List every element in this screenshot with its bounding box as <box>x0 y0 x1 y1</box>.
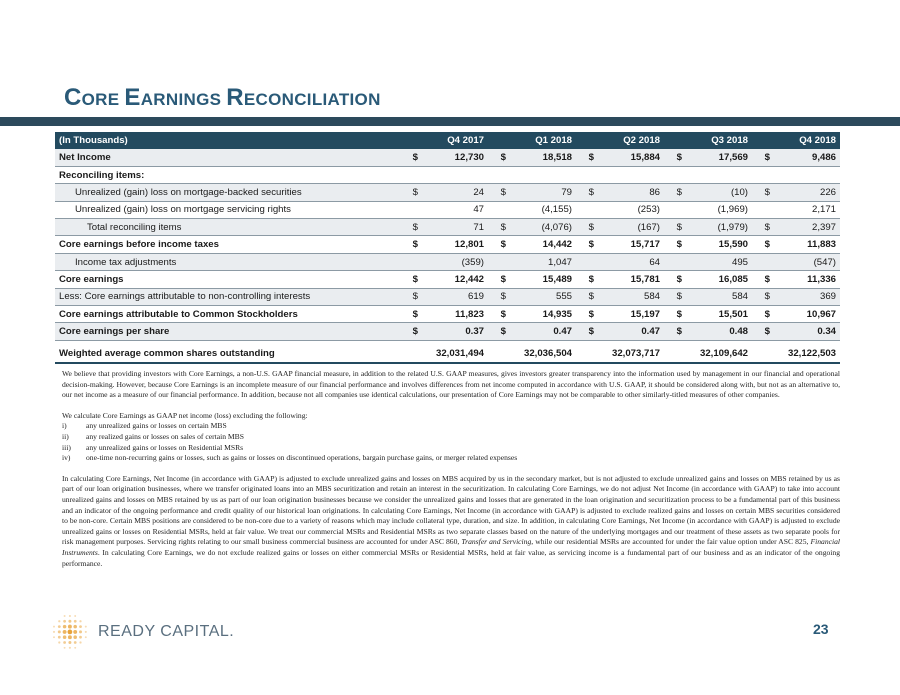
dollar-sign: $ <box>576 306 594 323</box>
dollar-sign: $ <box>488 149 506 166</box>
dollar-sign: $ <box>488 271 506 288</box>
header-label: (In Thousands) <box>59 135 128 146</box>
note-paragraph-1: We believe that providing investors with Core Earnings, a non-U.S. GAAP financial measure, in addition to the related U.S. GAAP measures, gives investors greater transparency into the information used by management in our financial and operational decision-making. However, because Core Earnings is an incomplete measure of our financial performance and involves differences from net income computed in accordance with U.S. GAAP, it should be considered along with, but not as an alternative to, our net income as a measure of our financial performance. In addition, because not all companies use identical calculations, our presentation of Core Earnings may not be comparable to other similarly-titled measures of other companies. <box>62 369 840 400</box>
dollar-sign: $ <box>576 288 594 305</box>
dollar-sign: $ <box>752 271 770 288</box>
dollar-sign: $ <box>752 184 770 201</box>
cell-value: 15,590 <box>682 236 752 253</box>
dollar-sign <box>400 201 418 218</box>
dollar-sign <box>664 253 682 270</box>
cell-value: 0.37 <box>418 323 488 340</box>
table-row <box>55 288 840 305</box>
row-label: Core earnings <box>55 271 400 288</box>
row-label: Total reconciling items <box>55 219 400 236</box>
cell-value: 555 <box>506 288 576 305</box>
title-word-3: RECONCILIATION <box>226 84 381 111</box>
cell-value <box>770 166 840 183</box>
dollar-sign: $ <box>400 288 418 305</box>
dollar-sign: $ <box>488 323 506 340</box>
table-row <box>55 253 840 270</box>
cell-value: 0.34 <box>770 323 840 340</box>
cell-value: (1,979) <box>682 219 752 236</box>
cell-value: 15,489 <box>506 271 576 288</box>
dollar-sign: $ <box>488 184 506 201</box>
dollar-sign: $ <box>400 306 418 323</box>
cell-value: 32,073,717 <box>594 345 664 362</box>
table-row <box>55 184 840 201</box>
logo-wordmark: READY CAPITAL. <box>98 623 235 640</box>
dollar-sign <box>488 166 506 183</box>
header-q4-2017: Q4 2017 <box>447 135 484 146</box>
list-item: iii) any unrealized gains or losses on Residential MSRs <box>62 442 244 452</box>
exclusion-list-intro: We calculate Core Earnings as GAAP net income (loss) excluding the following: <box>62 410 308 420</box>
cell-value: 16,085 <box>682 271 752 288</box>
note-paragraph-3: In calculating Core Earnings, Net Income (in accordance with GAAP) is adjusted to exclude unrealized gains and losses on MBS acquired by us in the secondary market, but is not adjusted to exclude unrealized gains and losses on MBS retained by us as part of our loan origination businesses, where we transfer originated loans into an MBS securitization and retain an interest in the securitization. In calculating Core Earnings, we do not adjust Net Income (in accordance with GAAP) to take into account unrealized gains and losses on MBS retained by us as part of our loan origination businesses because we consider the unrealized gains and losses that are generated in the loan origination and securitization process to be a fundamental part of this business and an indicator of the ongoing performance and credit quality of our historical loan originations. In calculating Core Earnings, Net Income (in accordance with GAAP) is adjusted to exclude realized gains and losses on certain MBS securities considered to be non-core. Certain MBS positions are considered to be non-core due to a variety of reasons which may include collateral type, duration, and size. In addition, in calculating Core Earnings, Net Income (in accordance with GAAP) is adjusted to exclude unrealized gains or losses on Residential MSRs, held at fair value. We treat our commercial MSRs and Residential MSRs as two separate classes based on the nature of the underlying mortgages and our treatment of these assets as two separate pools for risk management purposes. Servicing rights relating to our small business commercial business are accounted for under ASC 860, Transfer and Servicing, while our residential MSRs are accounted for under the fair value option under ASC 825, Financial Instruments. In calculating Core Earnings, we do not exclude realized gains or losses on either commercial MSRs or Residential MSRs, held at fair value, as servicing income is a fundamental part of our business and as an indicator of the ongoing performance. <box>62 473 841 568</box>
page-number: 23 <box>813 621 829 637</box>
dollar-sign: $ <box>664 219 682 236</box>
title-word-1: CORE <box>64 84 120 111</box>
footnotes <box>62 369 840 579</box>
cell-value: (4,155) <box>506 201 576 218</box>
cell-value <box>594 166 664 183</box>
dollar-sign: $ <box>400 184 418 201</box>
row-label: Weighted average common shares outstanding <box>55 345 400 362</box>
dollar-sign: $ <box>488 288 506 305</box>
cell-value: 86 <box>594 184 664 201</box>
cell-value: 9,486 <box>770 149 840 166</box>
cell-value: 619 <box>418 288 488 305</box>
dollar-sign <box>664 166 682 183</box>
cell-value: 495 <box>682 253 752 270</box>
cell-value <box>418 166 488 183</box>
page-title <box>64 84 381 112</box>
cell-value: 15,197 <box>594 306 664 323</box>
cell-value: 1,047 <box>506 253 576 270</box>
dollar-sign: $ <box>576 219 594 236</box>
dollar-sign: $ <box>576 271 594 288</box>
row-label: Reconciling items: <box>55 166 400 183</box>
dollar-sign: $ <box>576 149 594 166</box>
row-label: Core earnings before income taxes <box>55 236 400 253</box>
cell-value: 584 <box>594 288 664 305</box>
dollar-sign <box>752 166 770 183</box>
cell-value: 79 <box>506 184 576 201</box>
cell-value: (547) <box>770 253 840 270</box>
cell-value: 32,109,642 <box>682 345 752 362</box>
dollar-sign: $ <box>576 236 594 253</box>
cell-value: 18,518 <box>506 149 576 166</box>
dollar-sign: $ <box>752 219 770 236</box>
cell-value <box>506 166 576 183</box>
dollar-sign: $ <box>400 149 418 166</box>
cell-value: (167) <box>594 219 664 236</box>
cell-value <box>682 166 752 183</box>
row-label: Core earnings per share <box>55 323 400 340</box>
cell-value: 64 <box>594 253 664 270</box>
cell-value: (10) <box>682 184 752 201</box>
dollar-sign <box>488 345 506 362</box>
dollar-sign: $ <box>400 236 418 253</box>
dollar-sign <box>752 201 770 218</box>
dollar-sign <box>576 345 594 362</box>
cell-value: (253) <box>594 201 664 218</box>
dollar-sign: $ <box>488 306 506 323</box>
table-row <box>55 271 840 288</box>
list-item: ii) any realized gains or losses on sales of certain MBS <box>62 431 244 441</box>
cell-value: 15,884 <box>594 149 664 166</box>
table-row <box>55 219 840 236</box>
dollar-sign <box>400 166 418 183</box>
table-row <box>55 201 840 218</box>
row-label: Income tax adjustments <box>55 253 400 270</box>
cell-value: 2,397 <box>770 219 840 236</box>
dollar-sign: $ <box>752 323 770 340</box>
dollar-sign <box>752 253 770 270</box>
cell-value: 12,442 <box>418 271 488 288</box>
dollar-sign: $ <box>400 323 418 340</box>
dollar-sign: $ <box>664 271 682 288</box>
dollar-sign: $ <box>752 236 770 253</box>
logo-dots-icon <box>50 612 90 652</box>
dollar-sign <box>488 253 506 270</box>
row-label: Unrealized (gain) loss on mortgage-backed securities <box>55 184 400 201</box>
dollar-sign: $ <box>576 323 594 340</box>
dollar-sign: $ <box>488 219 506 236</box>
table-row <box>55 345 840 362</box>
table-row <box>55 149 840 166</box>
exclusion-list <box>62 411 840 464</box>
cell-value: 2,171 <box>770 201 840 218</box>
table-header-row <box>55 132 840 149</box>
list-item: iv) one-time non-recurring gains or losses, such as gains or losses on discontinued operations, bargain purchase gains, or merger related expenses <box>62 453 518 463</box>
reconciliation-table-container <box>55 132 840 364</box>
dollar-sign: $ <box>664 323 682 340</box>
cell-value: (359) <box>418 253 488 270</box>
company-logo <box>50 612 234 652</box>
cell-value: 584 <box>682 288 752 305</box>
dollar-sign: $ <box>664 306 682 323</box>
cell-value: 14,935 <box>506 306 576 323</box>
reconciliation-table <box>55 132 840 364</box>
title-word-2: EARNINGS <box>124 84 222 111</box>
cell-value: 11,883 <box>770 236 840 253</box>
cell-value: (4,076) <box>506 219 576 236</box>
cell-value: 0.48 <box>682 323 752 340</box>
header-q4-2018: Q4 2018 <box>799 135 836 146</box>
dollar-sign: $ <box>752 306 770 323</box>
cell-value: 15,501 <box>682 306 752 323</box>
dollar-sign: $ <box>488 236 506 253</box>
row-label: Less: Core earnings attributable to non-controlling interests <box>55 288 400 305</box>
cell-value: 11,336 <box>770 271 840 288</box>
header-divider-bar <box>0 117 900 126</box>
cell-value: 12,801 <box>418 236 488 253</box>
dollar-sign <box>664 201 682 218</box>
cell-value: 32,122,503 <box>770 345 840 362</box>
cell-value: 47 <box>418 201 488 218</box>
cell-value: 32,036,504 <box>506 345 576 362</box>
dollar-sign: $ <box>664 149 682 166</box>
cell-value: 0.47 <box>506 323 576 340</box>
dollar-sign: $ <box>400 271 418 288</box>
dollar-sign: $ <box>752 288 770 305</box>
dollar-sign <box>400 253 418 270</box>
cell-value: 32,031,494 <box>418 345 488 362</box>
cell-value: 15,717 <box>594 236 664 253</box>
dollar-sign: $ <box>752 149 770 166</box>
dollar-sign <box>576 166 594 183</box>
cell-value: 11,823 <box>418 306 488 323</box>
dollar-sign: $ <box>576 184 594 201</box>
cell-value: 17,569 <box>682 149 752 166</box>
table-row <box>55 306 840 323</box>
cell-value: 369 <box>770 288 840 305</box>
cell-value: 12,730 <box>418 149 488 166</box>
table-row <box>55 166 840 183</box>
list-item: i) any unrealized gains or losses on certain MBS <box>62 421 227 431</box>
table-row <box>55 323 840 340</box>
row-label: Net Income <box>55 149 400 166</box>
cell-value: (1,969) <box>682 201 752 218</box>
cell-value: 15,781 <box>594 271 664 288</box>
dollar-sign: $ <box>664 288 682 305</box>
dollar-sign <box>752 345 770 362</box>
cell-value: 226 <box>770 184 840 201</box>
cell-value: 71 <box>418 219 488 236</box>
cell-value: 14,442 <box>506 236 576 253</box>
cell-value: 0.47 <box>594 323 664 340</box>
dollar-sign <box>664 345 682 362</box>
table-row <box>55 236 840 253</box>
dollar-sign: $ <box>664 236 682 253</box>
row-label: Unrealized (gain) loss on mortgage servicing rights <box>55 201 400 218</box>
dollar-sign <box>576 201 594 218</box>
header-q3-2018: Q3 2018 <box>711 135 748 146</box>
dollar-sign <box>488 201 506 218</box>
header-q1-2018: Q1 2018 <box>535 135 572 146</box>
cell-value: 24 <box>418 184 488 201</box>
cell-value: 10,967 <box>770 306 840 323</box>
row-label: Core earnings attributable to Common Stockholders <box>55 306 400 323</box>
dollar-sign <box>400 345 418 362</box>
dollar-sign: $ <box>400 219 418 236</box>
dollar-sign <box>576 253 594 270</box>
header-q2-2018: Q2 2018 <box>623 135 660 146</box>
dollar-sign: $ <box>664 184 682 201</box>
